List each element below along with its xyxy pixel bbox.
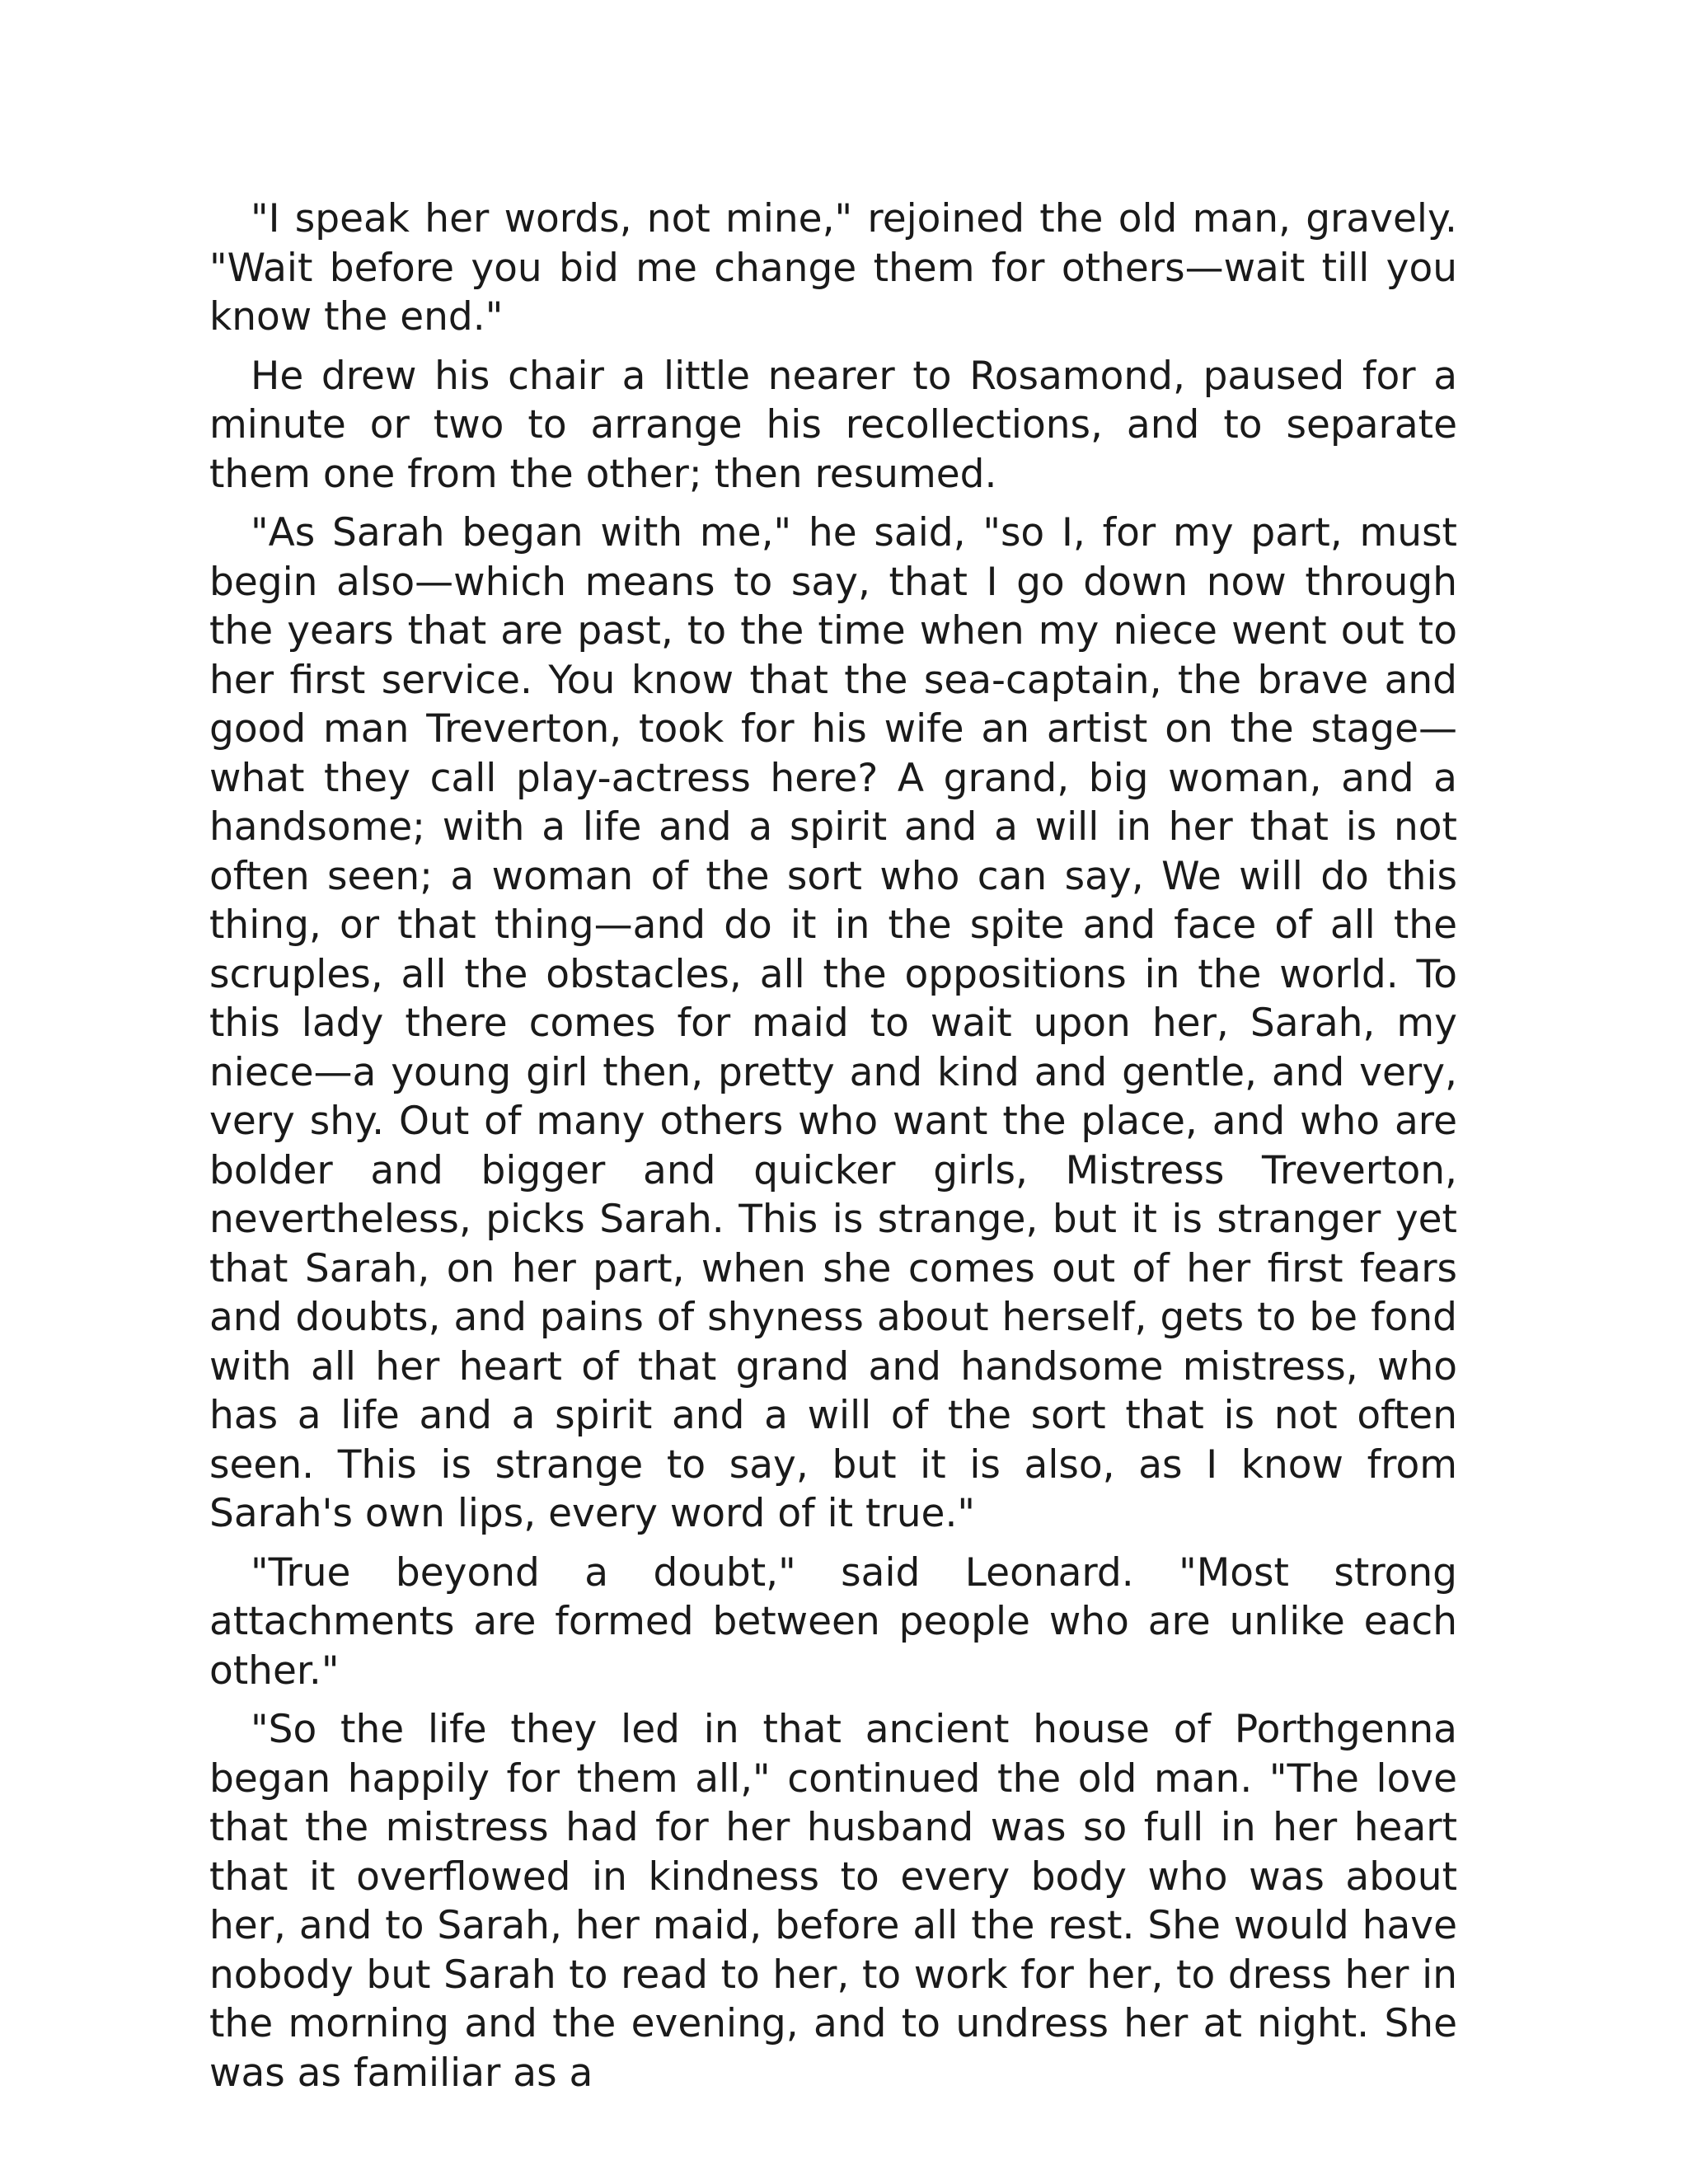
paragraph: "I speak her words, not mine," rejoined the old man, gravely. "Wait before you bid me change them for others—wait till you know the end." bbox=[209, 196, 1457, 340]
document-page bbox=[209, 194, 1457, 2107]
paragraph: "True beyond a doubt," said Leonard. "Most strong attachments are formed between people who are unlike each other." bbox=[209, 1549, 1457, 1694]
paragraph: He drew his chair a little nearer to Rosamond, paused for a minute or two to arrange his recollections, and to separate them one from the other; then resumed. bbox=[209, 353, 1457, 497]
paragraph: "As Sarah began with me," he said, "so I, for my part, must begin also—which means to say, that I go down now through the years that are past, to the time when my niece went out to her first service. You know that the sea-captain, the brave and good man Treverton, took for his wife an artist on the stage—what they call play-actress here? A grand, big woman, and a handsome; with a life and a spirit and a will in her that is not often seen; a woman of the sort who can say, We will do this thing, or that thing—and do it in the spite and face of all the scruples, all the obstacles, all the oppositions in the world. To this lady there comes for maid to wait upon her, Sarah, my niece—a young girl then, pretty and kind and gentle, and very, very shy. Out of many others who want the place, and who are bolder and bigger and quicker girls, Mistress Treverton, nevertheless, picks Sarah. This is strange, but it is stranger yet that Sarah, on her part, when she comes out of her first fears and doubts, and pains of shyness about herself, gets to be fond with all her heart of that grand and handsome mistress, who has a life and a spirit and a will of the sort that is not often seen. This is strange to say, but it is also, as I know from Sarah's own lips, every word of it true." bbox=[209, 510, 1457, 1536]
paragraph: "So the life they led in that ancient house of Porthgenna began happily for them all," continued the old man. "The love that the mistress had for her husband was so full in her heart that it overflowed in kindness to every body who was about her, and to Sarah, her maid, before all the rest. She would have nobody but Sarah to read to her, to work for her, to dress her in the morning and the evening, and to undress her at night. She was as familiar as a bbox=[209, 1707, 1457, 2096]
